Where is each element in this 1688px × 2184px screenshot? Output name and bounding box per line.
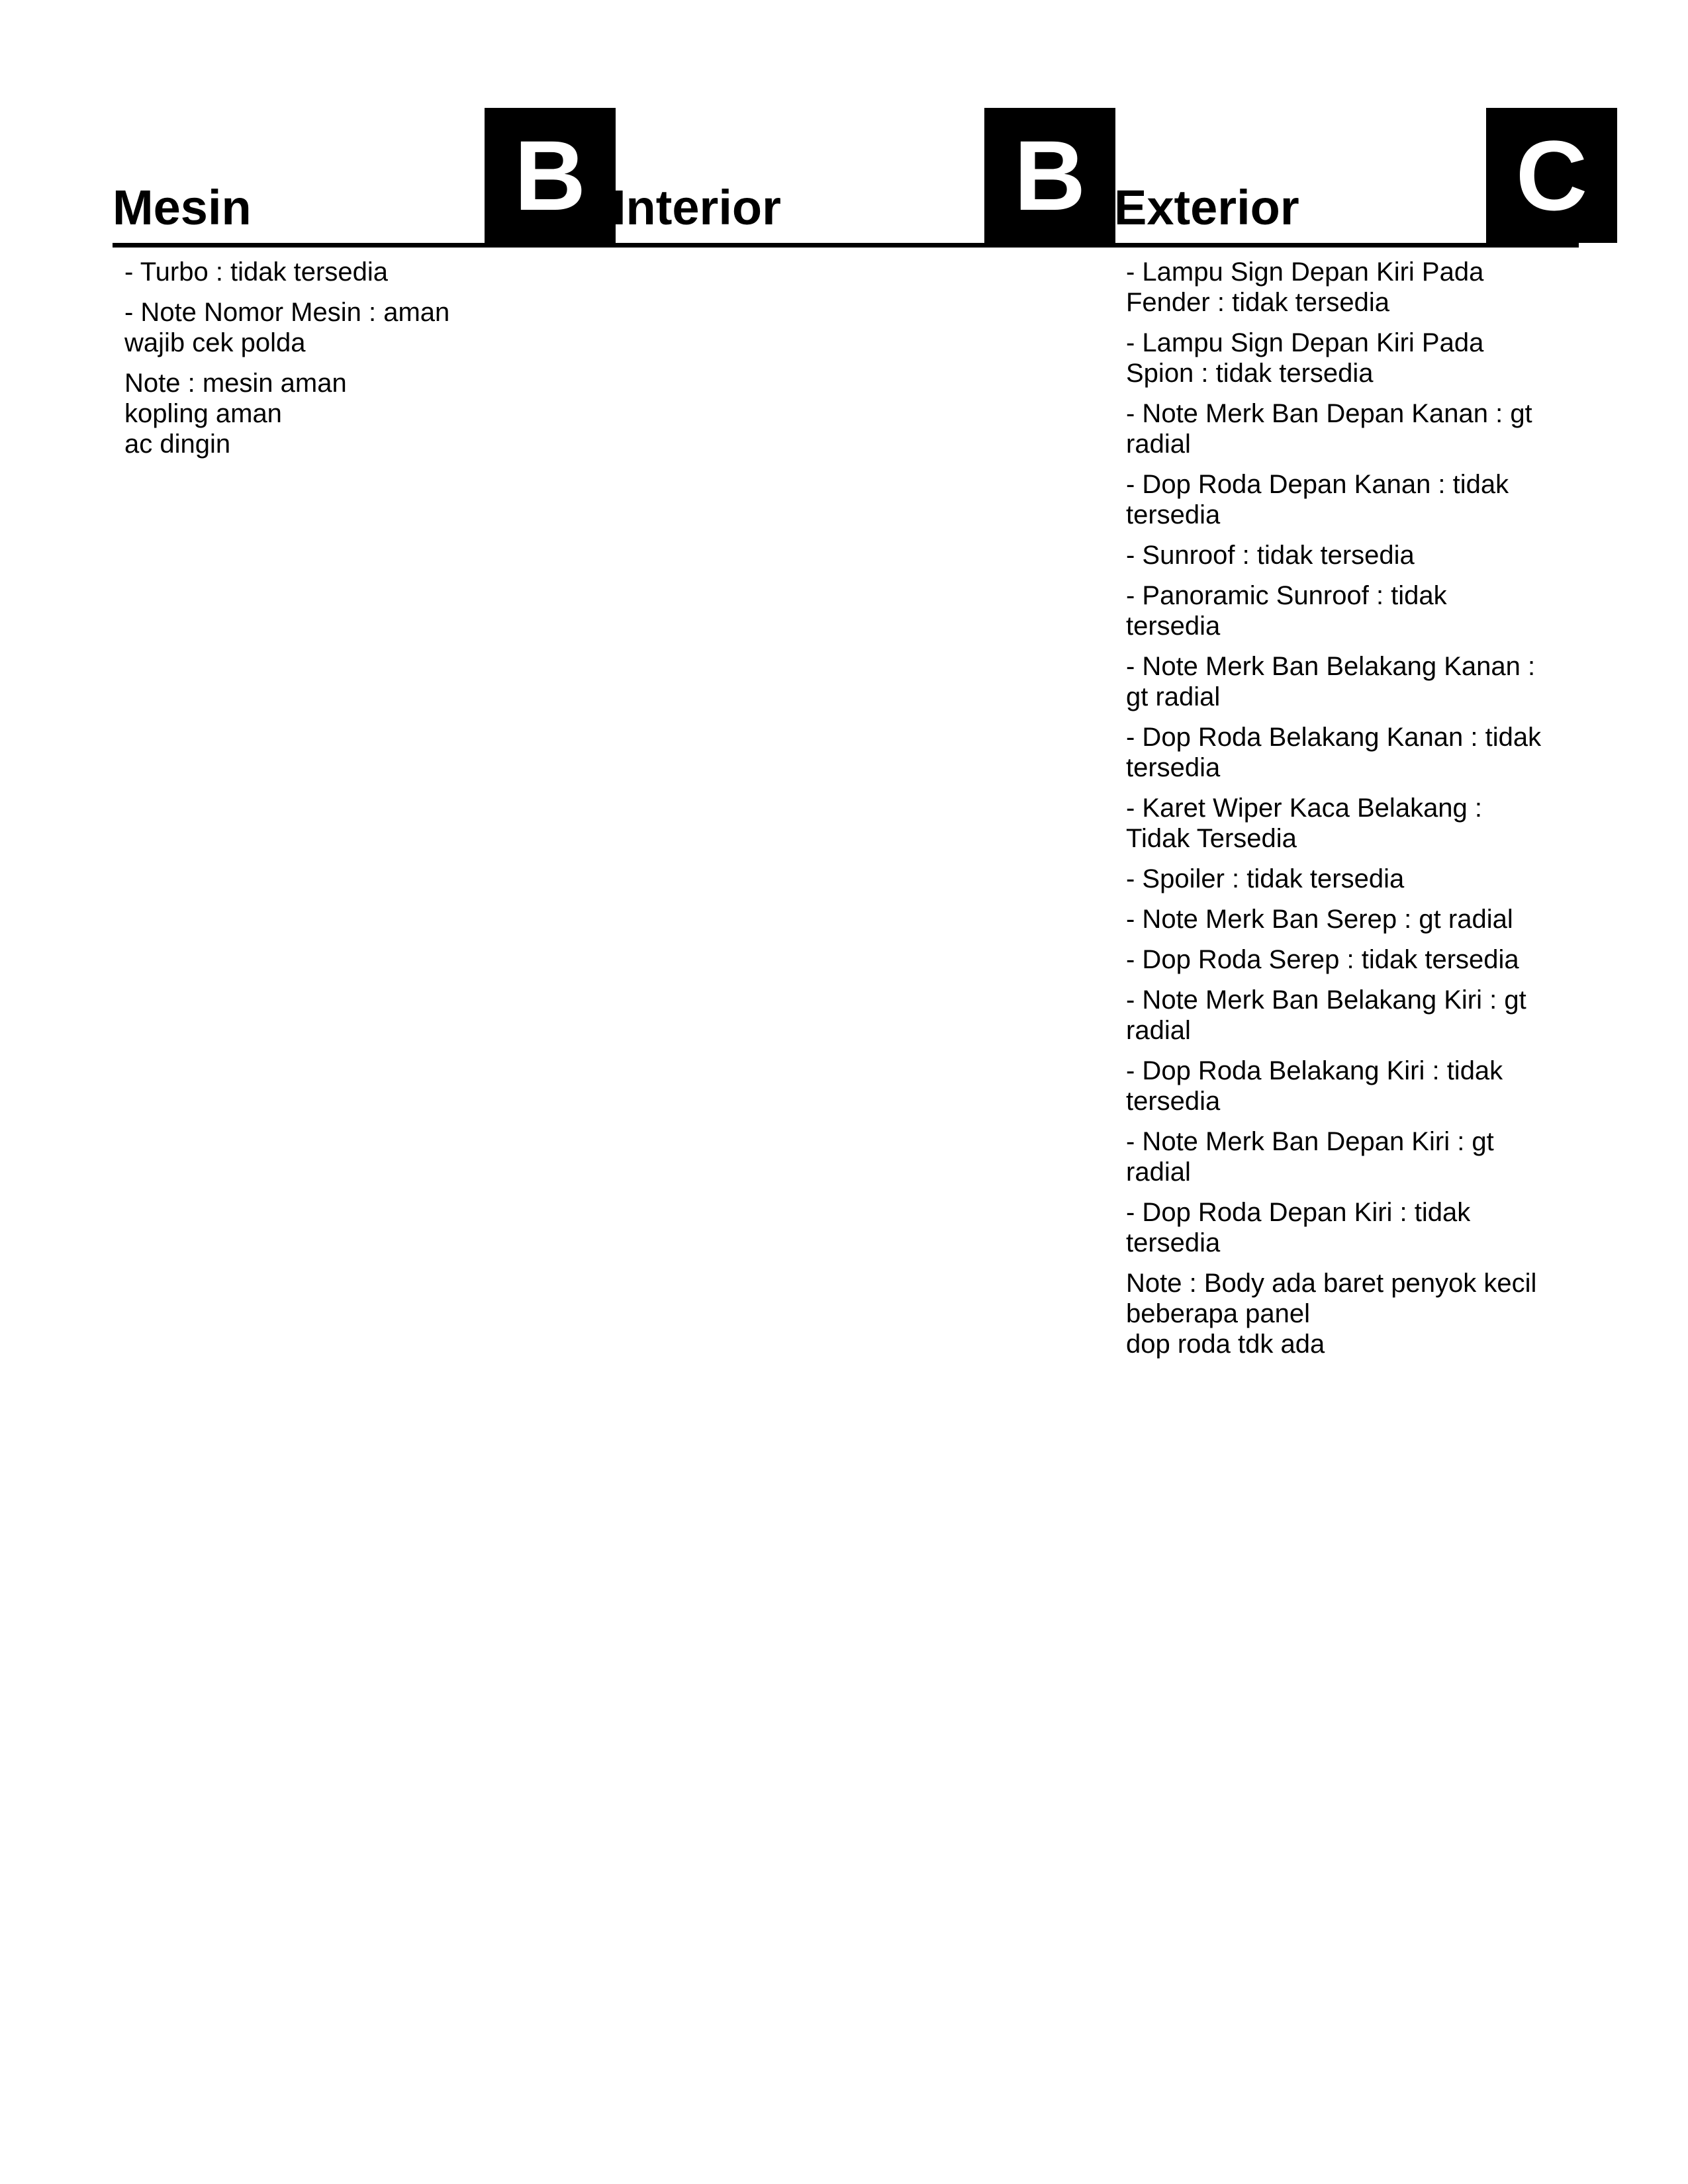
list-item: - Karet Wiper Kaca Belakang : Tidak Tersedia <box>1126 794 1483 853</box>
list-item: - Spoiler : tidak tersedia <box>1126 864 1405 893</box>
section-interior-header <box>612 108 1115 248</box>
header-divider <box>113 243 1579 248</box>
list-item: - Sunroof : tidak tersedia <box>1126 541 1415 570</box>
section-title-interior: Interior <box>612 180 781 235</box>
list-item: - Note Merk Ban Depan Kiri : gt radial <box>1126 1127 1494 1187</box>
section-title-mesin: Mesin <box>113 180 252 235</box>
mesin-items-list <box>124 257 575 469</box>
list-item: - Lampu Sign Depan Kiri Pada Fender : tidak tersedia <box>1126 257 1484 317</box>
list-item: - Dop Roda Belakang Kanan : tidak tersedia <box>1126 723 1542 782</box>
list-item: - Panoramic Sunroof : tidak tersedia <box>1126 581 1447 641</box>
section-exterior-header <box>1114 108 1617 248</box>
list-item: - Note Nomor Mesin : aman wajib cek polda <box>124 298 450 357</box>
section-mesin-header <box>113 108 616 248</box>
list-item: - Dop Roda Belakang Kiri : tidak tersedia <box>1126 1056 1503 1116</box>
list-item: - Note Merk Ban Belakang Kiri : gt radial <box>1126 985 1526 1045</box>
grade-badge-interior: B <box>984 108 1115 243</box>
list-item: - Note Merk Ban Depan Kanan : gt radial <box>1126 399 1532 459</box>
list-item: - Dop Roda Serep : tidak tersedia <box>1126 945 1519 974</box>
grade-badge-mesin: B <box>485 108 616 243</box>
list-item: Note : mesin aman kopling aman ac dingin <box>124 369 347 459</box>
section-title-exterior: Exterior <box>1114 180 1299 235</box>
list-item: - Note Merk Ban Belakang Kanan : gt radial <box>1126 652 1536 711</box>
list-item: - Note Merk Ban Serep : gt radial <box>1126 905 1513 934</box>
list-item: Note : Body ada baret penyok kecil beberapa panel dop roda tdk ada <box>1126 1269 1537 1359</box>
list-item: - Dop Roda Depan Kiri : tidak tersedia <box>1126 1198 1471 1257</box>
list-item: - Dop Roda Depan Kanan : tidak tersedia <box>1126 470 1509 529</box>
exterior-items-list <box>1126 257 1576 1369</box>
list-item: - Turbo : tidak tersedia <box>124 257 388 287</box>
list-item: - Lampu Sign Depan Kiri Pada Spion : tidak tersedia <box>1126 328 1484 388</box>
grade-badge-exterior: C <box>1486 108 1617 243</box>
